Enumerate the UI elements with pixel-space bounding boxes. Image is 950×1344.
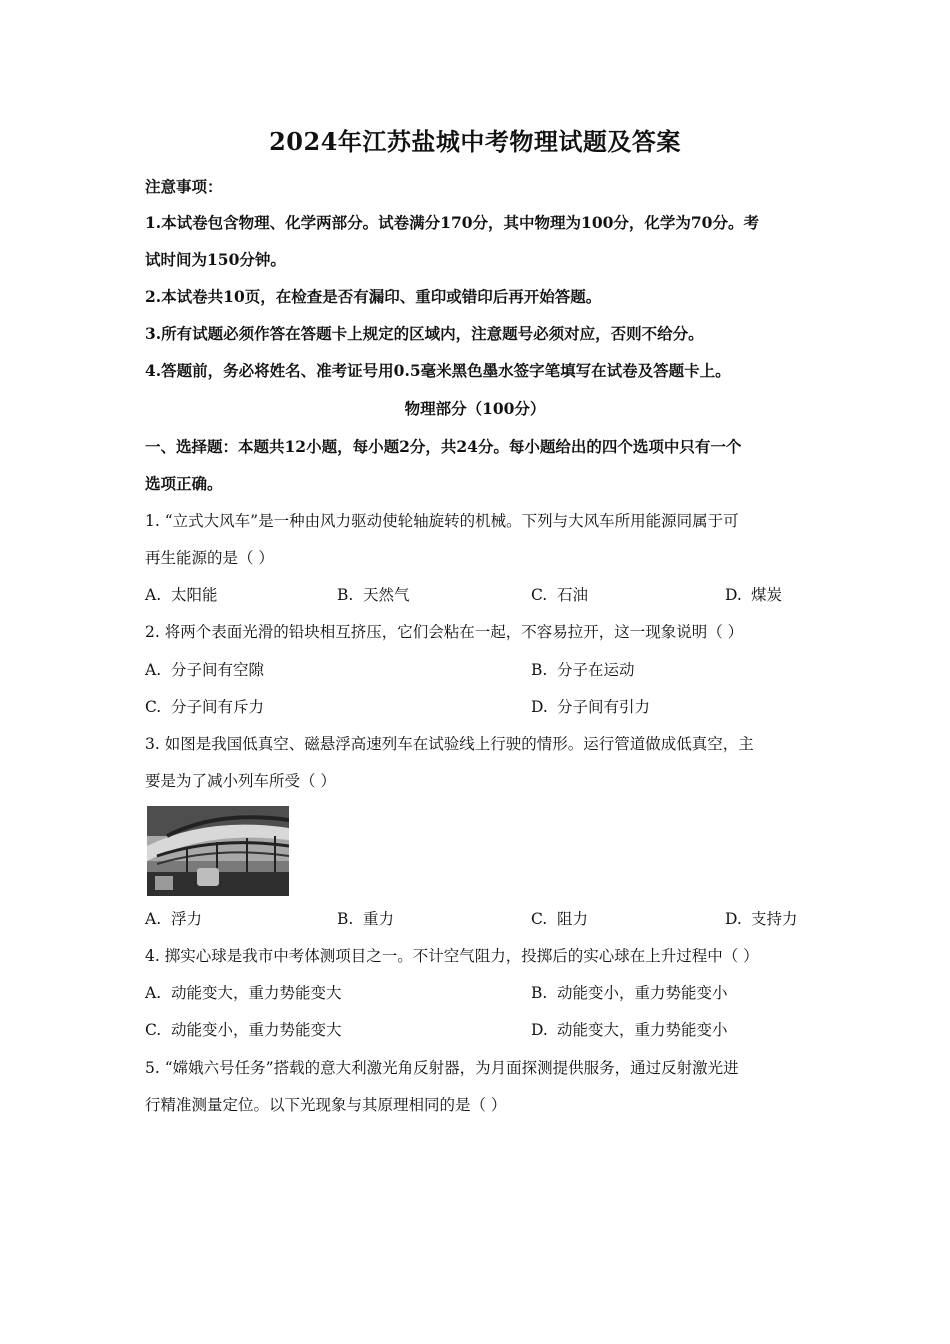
part1-heading-line-2: 选项正确。 (145, 474, 223, 493)
maglev-train-photo (147, 806, 289, 896)
question-3-line-2: 要是为了减小列车所受（ ） (145, 772, 336, 790)
question-1-line-2: 再生能源的是（ ） (145, 549, 274, 567)
question-1-option-d: D. 煤炭 (725, 586, 783, 604)
notice-heading: 注意事项： (145, 177, 223, 196)
question-4-line-1: 4. 掷实心球是我市中考体测项目之一。不计空气阻力，投掷后的实心球在上升过程中（ ） (145, 947, 759, 965)
question-4-option-c: C. 动能变小，重力势能变大 (145, 1021, 342, 1039)
notice-item-4: 4.答题前，务必将姓名、准考证号用0.5毫米黑色墨水签字笔填写在试卷及答题卡上。 (145, 361, 731, 380)
question-1-option-b: B. 天然气 (337, 586, 410, 604)
question-3-option-d: D. 支持力 (725, 910, 798, 928)
notice-item-3: 3.所有试题必须作答在答题卡上规定的区域内，注意题号必须对应，否则不给分。 (145, 324, 704, 343)
part1-heading-line-1: 一、选择题：本题共12小题，每小题2分，共24分。每小题给出的四个选项中只有一个 (145, 437, 742, 456)
notice-item-1-line-2: 试时间为150分钟。 (145, 250, 286, 269)
question-1-option-a: A. 太阳能 (145, 586, 218, 604)
question-1-line-1: 1. “立式大风车”是一种由风力驱动使轮轴旋转的机械。下列与大风车所用能源同属于可 (145, 512, 739, 530)
question-5-line-2: 行精准测量定位。以下光现象与其原理相同的是（ ） (145, 1096, 507, 1114)
question-4-option-b: B. 动能变小，重力势能变小 (531, 984, 728, 1002)
question-2-line-1: 2. 将两个表面光滑的铅块相互挤压，它们会粘在一起，不容易拉开，这一现象说明（ ） (145, 623, 744, 641)
question-3-option-c: C. 阻力 (531, 910, 589, 928)
question-3-option-a: A. 浮力 (145, 910, 203, 928)
notice-item-2: 2.本试卷共10页，在检查是否有漏印、重印或错印后再开始答题。 (145, 287, 602, 306)
question-1-option-c: C. 石油 (531, 586, 589, 604)
question-4-option-d: D. 动能变大，重力势能变小 (531, 1021, 728, 1039)
section-title: 物理部分（100分） (404, 399, 546, 418)
maglev-train-illustration (147, 806, 289, 896)
page-title: 2024年江苏盐城中考物理试题及答案 (269, 127, 681, 156)
question-2-option-d: D. 分子间有引力 (531, 698, 651, 716)
question-5-line-1: 5. “嫦娥六号任务”搭载的意大利激光角反射器，为月面探测提供服务，通过反射激光进 (145, 1059, 739, 1077)
question-3-line-1: 3. 如图是我国低真空、磁悬浮高速列车在试验线上行驶的情形。运行管道做成低真空，主 (145, 735, 754, 753)
question-2-option-a: A. 分子间有空隙 (145, 661, 265, 679)
question-4-option-a: A. 动能变大，重力势能变大 (145, 984, 342, 1002)
question-3-option-b: B. 重力 (337, 910, 395, 928)
notice-item-1-line-1: 1.本试卷包含物理、化学两部分。试卷满分170分，其中物理为100分，化学为70分。考 (145, 213, 759, 232)
question-2-option-c: C. 分子间有斥力 (145, 698, 265, 716)
question-2-option-b: B. 分子在运动 (531, 661, 635, 679)
